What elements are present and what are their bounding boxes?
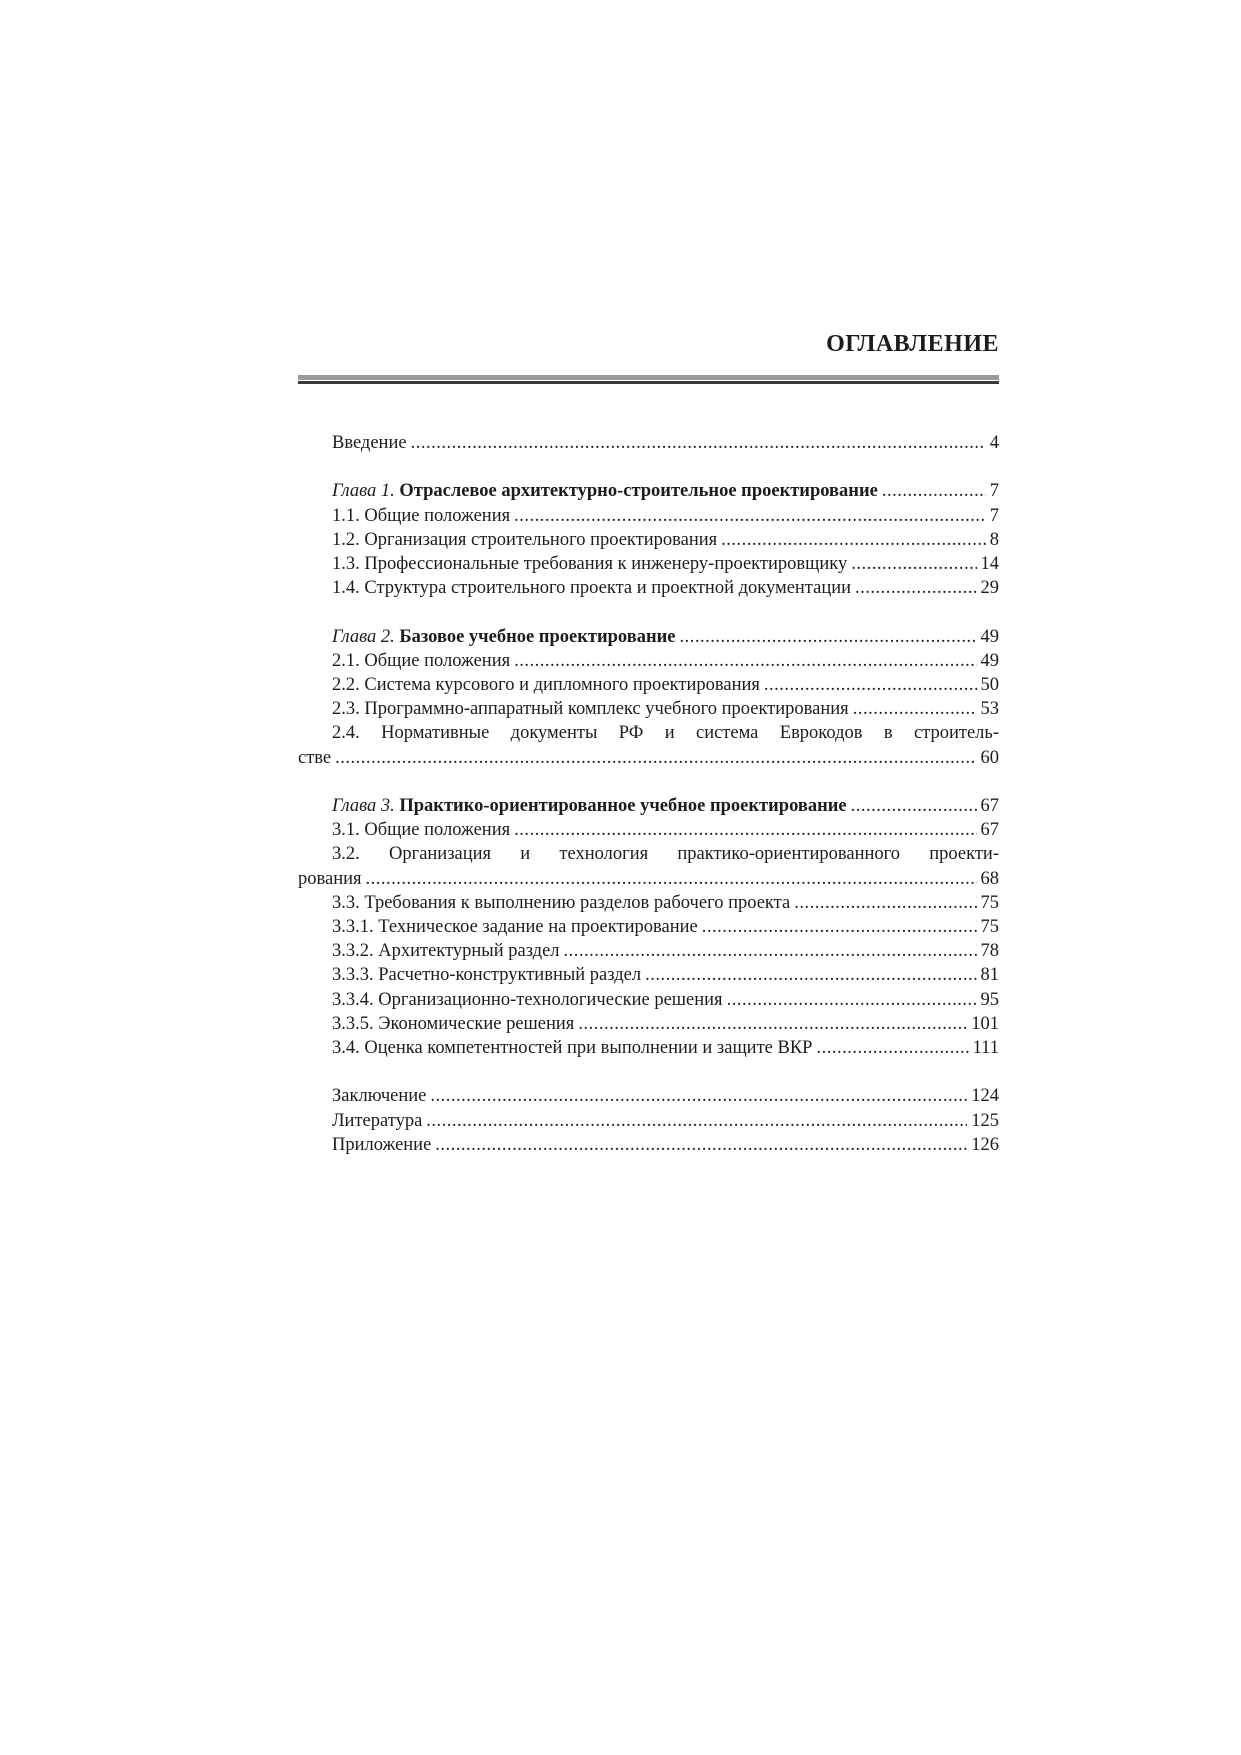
toc-page-number: 4: [989, 433, 999, 453]
toc-leader-dots: [514, 504, 986, 528]
toc-leader-dots: [882, 479, 986, 503]
toc-entry[interactable]: [298, 891, 999, 915]
toc-entry[interactable]: [298, 673, 999, 697]
toc-entry-label: стве: [298, 747, 332, 768]
toc-page-number: 124: [971, 1086, 999, 1107]
toc-page-number: 75: [980, 917, 999, 938]
toc-entry-label: 3.3.2. Архитектурный раздел: [332, 941, 560, 962]
toc-page-number: 67: [980, 796, 999, 816]
toc-entry-label: 1.3. Профессиональные требования к инженеру-проектировщику: [332, 554, 848, 574]
toc-entry-label: 2.2. Система курсового и дипломного проектирования: [332, 675, 760, 695]
toc-entry[interactable]: [298, 504, 999, 528]
toc-entry-label: 1.1. Общие положения: [332, 505, 511, 526]
toc-entry-label: Приложение: [332, 1134, 432, 1155]
toc-chapter-label: [332, 479, 882, 503]
toc-entry-wrapped-line[interactable]: 3.2. Организация и технология практико-ориентированного проекти-: [332, 844, 999, 865]
toc-page-number: 78: [980, 941, 999, 962]
toc-entry[interactable]: [298, 1036, 999, 1060]
table-of-contents: [298, 431, 999, 1181]
toc-leader-dots: [794, 891, 976, 915]
toc-leader-dots: [727, 988, 977, 1012]
toc-entry-label: 2.3. Программно-аппаратный комплекс учебного проектирования: [332, 699, 849, 720]
toc-group-chapter-1: [298, 479, 999, 600]
toc-entry[interactable]: [298, 818, 999, 842]
toc-entry-label: 3.1. Общие положения: [332, 820, 511, 841]
chapter-name: Базовое учебное проектирование: [399, 626, 676, 647]
toc-entry-label: 2.1. Общие положения: [332, 650, 511, 671]
toc-page-number: 50: [980, 675, 999, 695]
chapter-name: Отраслевое архитектурно-строительное проектирование: [399, 481, 878, 502]
toc-page-number: 111: [972, 1038, 999, 1059]
toc-entry-wrapped-line[interactable]: 2.4. Нормативные документы РФ и система Еврокодов в строитель-: [332, 723, 999, 744]
toc-leader-dots: [721, 528, 986, 552]
toc-page-number: 81: [980, 965, 999, 986]
toc-entry-label: 3.3.5. Экономические решения: [332, 1013, 575, 1034]
toc-entry[interactable]: [298, 552, 999, 576]
toc-entry[interactable]: [298, 649, 999, 673]
toc-leader-dots: [335, 746, 976, 770]
toc-leader-dots: [855, 576, 976, 600]
toc-page-number: 8: [989, 529, 999, 550]
toc-entry-label: Заключение: [332, 1086, 427, 1107]
toc-page-number: 95: [980, 989, 999, 1010]
toc-leader-dots: [853, 697, 977, 721]
toc-chapter-label: [332, 794, 851, 818]
toc-entry-label: 3.3.3. Расчетно-конструктивный раздел: [332, 965, 642, 986]
toc-page-number: 29: [980, 578, 999, 599]
chapter-prefix: Глава 1.: [332, 481, 395, 502]
toc-group-intro: [298, 431, 999, 455]
toc-page-number: 126: [971, 1134, 999, 1155]
toc-leader-dots: [851, 794, 977, 818]
toc-leader-dots: [426, 1109, 967, 1133]
toc-entry-label: рования: [298, 868, 362, 889]
toc-entry[interactable]: [298, 939, 999, 963]
toc-leader-dots: [411, 431, 986, 455]
toc-entry[interactable]: [298, 915, 999, 939]
toc-chapter-heading[interactable]: [298, 625, 999, 649]
toc-entry-label: Введение: [332, 433, 407, 453]
chapter-prefix: Глава 2.: [332, 626, 395, 647]
toc-entry-continuation[interactable]: [298, 867, 999, 891]
toc-leader-dots: [564, 939, 977, 963]
toc-page-number: 75: [980, 892, 999, 913]
toc-leader-dots: [430, 1084, 967, 1108]
toc-entry-label: 3.3.4. Организационно-технологические решения: [332, 989, 723, 1010]
toc-leader-dots: [578, 1012, 967, 1036]
toc-page-number: 67: [980, 820, 999, 841]
toc-group-closing: [298, 1084, 999, 1157]
toc-group-chapter-2: [298, 625, 999, 770]
toc-page-number: 14: [980, 554, 999, 574]
toc-entry[interactable]: [298, 528, 999, 552]
toc-page-number: 7: [989, 481, 999, 502]
toc-entry-label: 3.4. Оценка компетентностей при выполнении и защите ВКР: [332, 1038, 813, 1059]
toc-entry[interactable]: [298, 1012, 999, 1036]
toc-page-number: 68: [980, 868, 999, 889]
toc-chapter-heading[interactable]: [298, 479, 999, 503]
chapter-prefix: Глава 3.: [332, 796, 395, 816]
toc-page-number: 60: [980, 747, 999, 768]
toc-chapter-heading[interactable]: [298, 794, 999, 818]
page-title: ОГЛАВЛЕНИЕ: [826, 331, 999, 357]
toc-leader-dots: [435, 1133, 967, 1157]
toc-entry[interactable]: [298, 697, 999, 721]
toc-entry-continuation[interactable]: [298, 746, 999, 770]
toc-leader-dots: [514, 818, 976, 842]
toc-entry-label: 1.4. Структура строительного проекта и проектной документации: [332, 578, 852, 599]
toc-leader-dots: [851, 552, 976, 576]
toc-leader-dots: [679, 625, 976, 649]
toc-entry[interactable]: [298, 963, 999, 987]
title-underline-rule: [298, 375, 999, 384]
toc-leader-dots: [366, 867, 977, 891]
toc-entry-label: 3.3.1. Техническое задание на проектирование: [332, 917, 698, 938]
chapter-name: Практико-ориентированное учебное проектирование: [399, 796, 847, 816]
toc-leader-dots: [645, 963, 976, 987]
toc-entry-conclusion[interactable]: [298, 1084, 999, 1108]
toc-page-number: 49: [980, 650, 999, 671]
toc-entry[interactable]: [298, 988, 999, 1012]
toc-entry-literature[interactable]: [298, 1109, 999, 1133]
toc-page-number: 125: [971, 1110, 999, 1131]
toc-leader-dots: [816, 1036, 968, 1060]
toc-chapter-label: [332, 625, 679, 649]
toc-entry-label: Литература: [332, 1110, 423, 1131]
toc-entry-label: 1.2. Организация строительного проектирования: [332, 529, 718, 550]
toc-entry-appendix[interactable]: [298, 1133, 999, 1157]
toc-page-number: 7: [989, 505, 999, 526]
toc-page-number: 101: [971, 1013, 999, 1034]
toc-leader-dots: [702, 915, 977, 939]
toc-entry[interactable]: [298, 576, 999, 600]
toc-leader-dots: [764, 673, 977, 697]
toc-entry-intro[interactable]: [298, 431, 999, 455]
toc-entry-label: 3.3. Требования к выполнению разделов рабочего проекта: [332, 892, 791, 913]
toc-group-chapter-3: [298, 794, 999, 1060]
toc-page-number: 49: [980, 626, 999, 647]
toc-page-number: 53: [980, 699, 999, 720]
toc-leader-dots: [514, 649, 976, 673]
